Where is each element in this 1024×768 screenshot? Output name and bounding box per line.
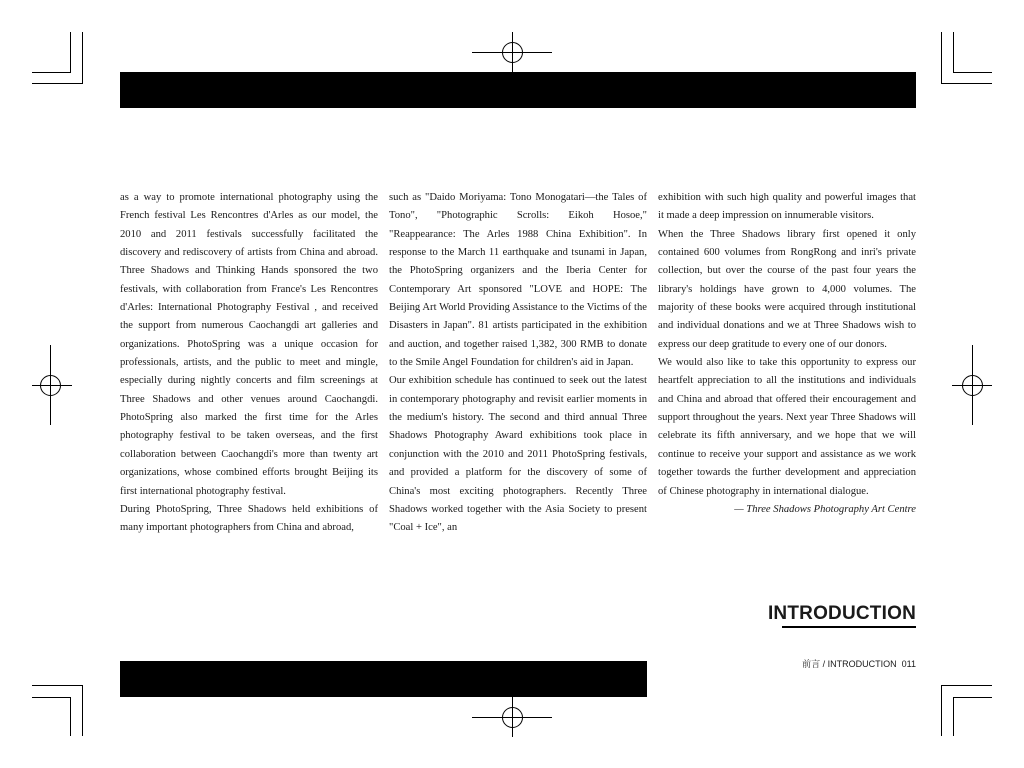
header-bar xyxy=(120,72,916,108)
footer-bar xyxy=(120,661,647,697)
crop-mark-top-right-h2 xyxy=(954,72,992,73)
paragraph: as a way to promote international photography using the French festival Les Rencontres d'Arles as our model, the 2010 and 2011 festivals successfully facilitated the discovery and rediscovery of artists from China and abroad. Three Shadows and Thinking Hands sponsored the two festivals, with collaboration from France's Les Rencontres d'Arles: International Photography Festival , and received the support from numerous Caochangdi art galleries and organizations. PhotoSpring was a unique occasion for professionals, artists, and the public to meet and mingle, especially during nightly concerts and film screenings at Three Shadows and other venues around Caochangdi. PhotoSpring also marked the first time for the Arles photography festival to be taken overseas, and the first collaboration between Caochangdi's more than twenty art organizations, whose combined efforts brought Beijing its first international photography festival. xyxy=(120,192,378,497)
text-column-1 xyxy=(120,189,378,538)
crop-mark-bottom-right-v2 xyxy=(953,697,954,736)
text-column-3 xyxy=(658,189,916,519)
crop-mark-bottom-left-v2 xyxy=(70,697,71,736)
paragraph: During PhotoSpring, Three Shadows held exhibitions of many important photographers from China and abroad, xyxy=(120,503,378,534)
crop-mark-bottom-right-v xyxy=(941,685,942,736)
crop-mark-bottom-right-h xyxy=(941,685,992,686)
registration-mark-bottom xyxy=(472,697,552,737)
crop-mark-top-right-h xyxy=(941,83,992,84)
section-heading: INTRODUCTION xyxy=(767,603,916,624)
registration-mark-left xyxy=(32,345,72,425)
paragraph: exhibition with such high quality and powerful images that it made a deep impression on innumerable visitors. xyxy=(658,192,916,222)
crop-mark-top-right-v xyxy=(941,32,942,84)
text-column-2 xyxy=(389,189,647,538)
folio-label: 前言 / INTRODUCTION xyxy=(802,659,897,669)
folio xyxy=(802,657,916,670)
registration-mark-top xyxy=(472,32,552,72)
crop-mark-top-right-v2 xyxy=(953,32,954,73)
crop-mark-bottom-left-h2 xyxy=(32,697,70,698)
paragraph: such as "Daido Moriyama: Tono Monogatari—the Tales of Tono", "Photographic Scrolls: Eikoh Hosoe," "Reappearance: The Arles 1988 China Exhibition". In response to the March 11 earthquake and tsunami in Japan, the PhotoSpring organizers and the Iberia Center for Contemporary Art sponsored "LOVE and HOPE: The Beijing Art World Providing Assistance to the Victims of the Disasters in Japan". 81 artists participated in the exhibition and auction, and together raised 1,382, 300 RMB to donate to the Smile Angel Foundation for children's aid in Japan. xyxy=(389,192,647,369)
registration-mark-right xyxy=(952,345,992,425)
page-number: 011 xyxy=(901,659,916,669)
crop-mark-top-left-v xyxy=(82,32,83,84)
crop-mark-bottom-right-h2 xyxy=(954,697,992,698)
crop-mark-top-left-h2 xyxy=(32,72,70,73)
crop-mark-bottom-left-h xyxy=(32,685,83,686)
paragraph: We would also like to take this opportunity to express our heartfelt appreciation to all the institutions and individuals and China and abroad that offered their encouragement and support throughout the years. Next year Three Shadows will celebrate its fifth anniversary, and we hope that we will continue to receive your support and assistance as we work together towards the further development and appreciation of Chinese photography in international dialogue. xyxy=(658,357,916,497)
paragraph: Our exhibition schedule has continued to seek out the latest in contemporary photography and revisit earlier moments in the medium's history. The second and third annual Three Shadows Photography Award exhibitions took place in conjunction with the 2010 and 2011 PhotoSpring festivals, and provided a platform for the discovery of some of China's most exciting photographers. Recently Three Shadows worked together with the Asia Society to present "Coal + Ice", an xyxy=(389,375,647,534)
crop-mark-top-left-h xyxy=(32,83,83,84)
crop-mark-bottom-left-v xyxy=(82,685,83,736)
crop-mark-top-left-v2 xyxy=(70,32,71,73)
signature: — Three Shadows Photography Art Centre xyxy=(734,503,916,515)
section-heading-underline xyxy=(782,626,916,628)
paragraph: When the Three Shadows library first opened it only contained 600 volumes from RongRong and inri's private collection, but over the course of the past four years the library's holdings have grown to 4,000 volumes. The majority of these books were acquired through institutional and individual donations and we at Three Shadows wish to express our deep gratitude to every one of our donors. xyxy=(658,228,916,350)
